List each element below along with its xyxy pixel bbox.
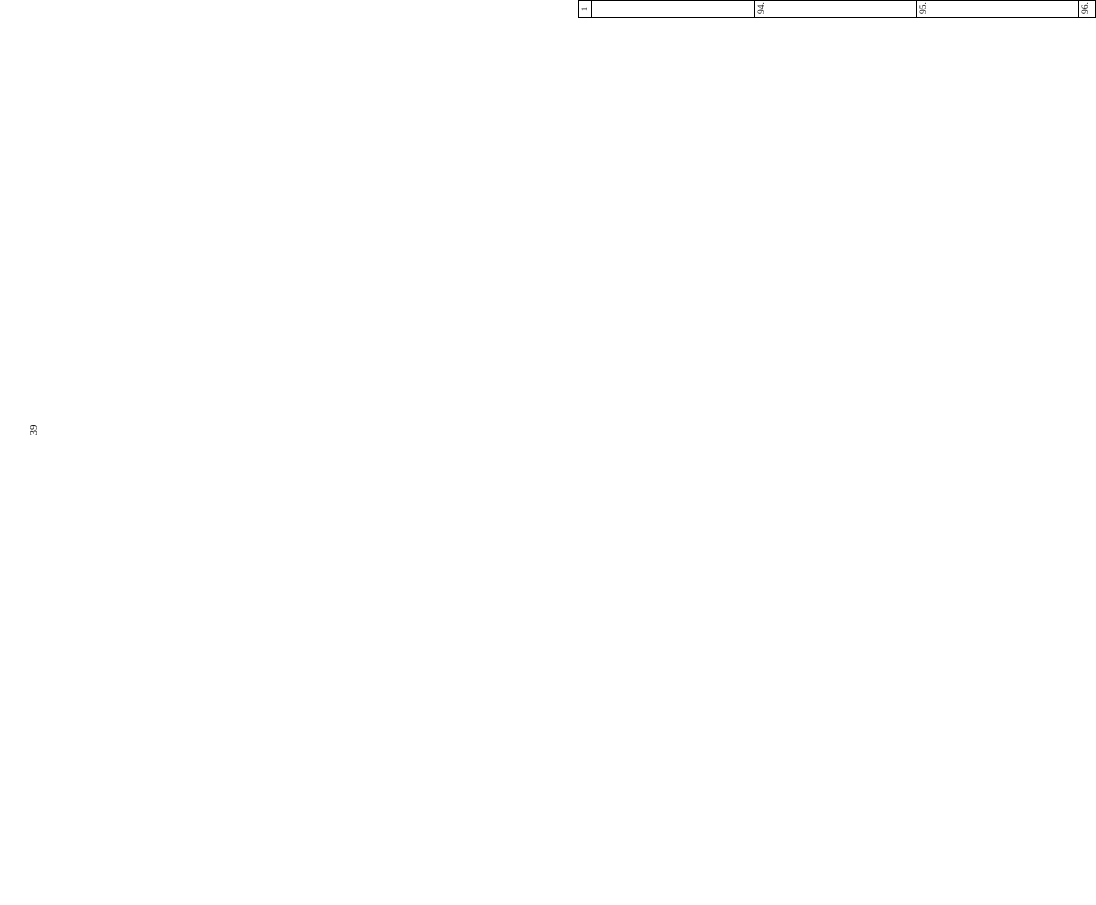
row-number — [591, 1, 754, 18]
page-number: 39 — [28, 424, 40, 436]
schools-table — [578, 0, 1096, 18]
district-cell — [1078, 0, 1095, 1]
district-cell — [916, 0, 1078, 1]
table-row — [754, 0, 916, 18]
table-row — [916, 0, 1078, 18]
row-number: 94. — [754, 1, 916, 18]
district-cell — [591, 0, 754, 1]
rotated-table-container — [578, 0, 1096, 18]
row-number: 95. — [916, 1, 1078, 18]
district-cell — [754, 0, 916, 1]
header-cell — [579, 0, 592, 1]
header-cell: 1 — [579, 1, 592, 18]
row-number: 96. — [1078, 1, 1095, 18]
header-row — [579, 0, 592, 18]
table-row — [591, 0, 754, 18]
table-row — [1078, 0, 1095, 18]
